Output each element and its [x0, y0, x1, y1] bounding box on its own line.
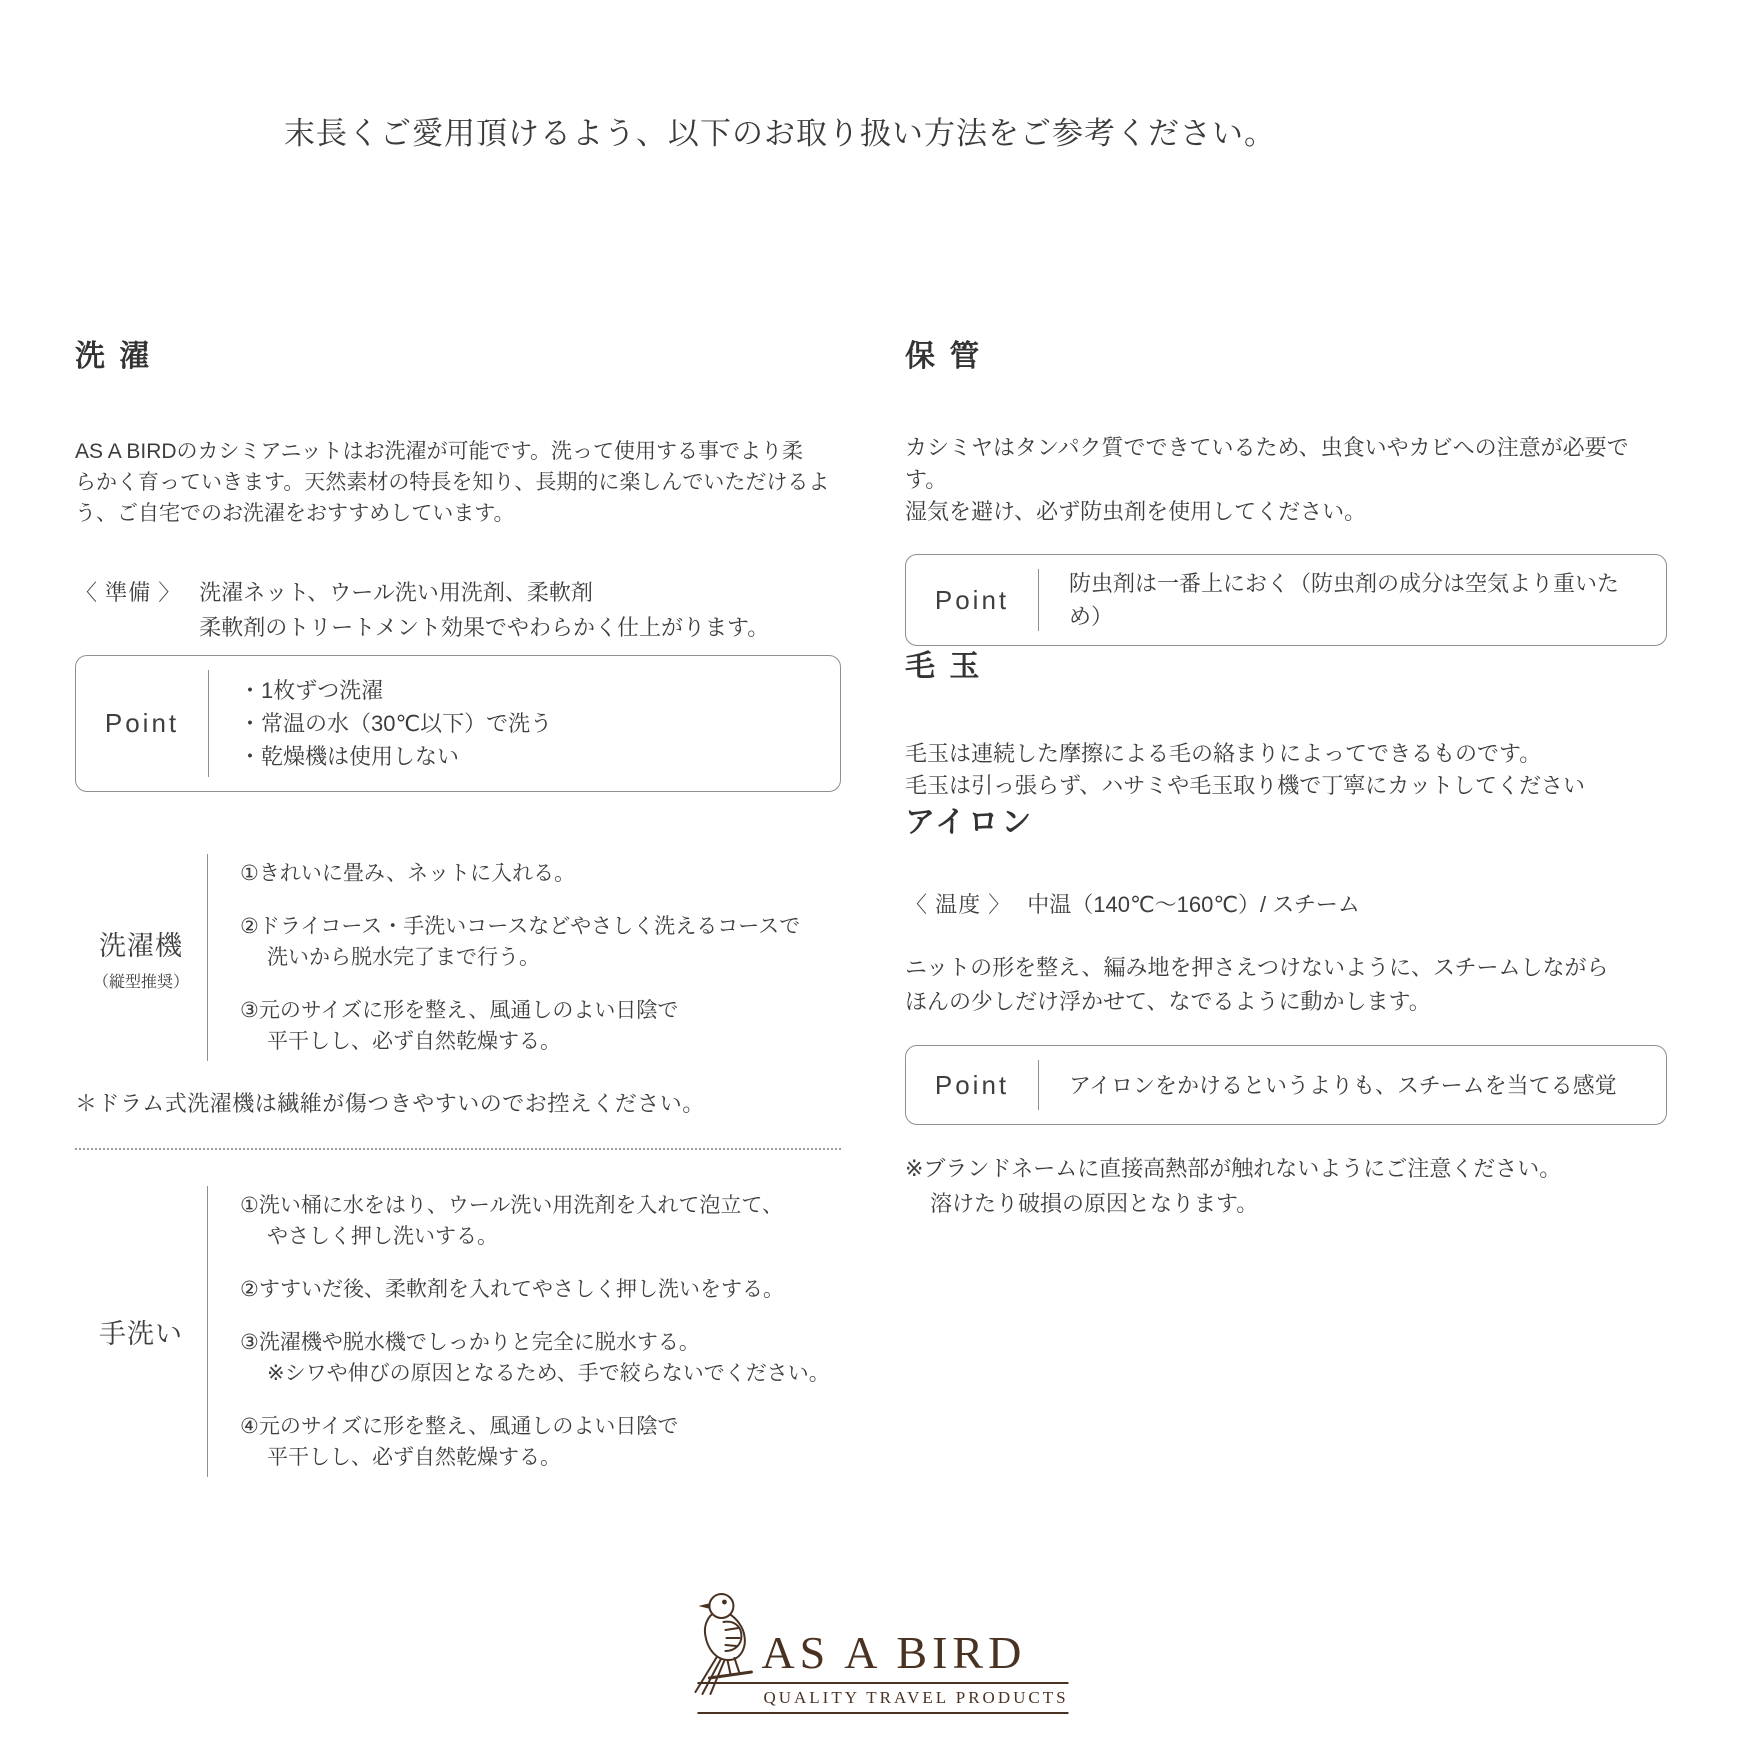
- machine-wash-steps: [208, 854, 800, 1061]
- washing-point-box: [75, 655, 841, 792]
- point-item: ・乾燥機は使用しない: [239, 744, 460, 769]
- temp-value: 中温（140℃～160℃）/ スチーム: [1027, 892, 1360, 917]
- prep-label: 〈 準備 〉: [75, 580, 182, 605]
- storage-paragraph: [905, 432, 1667, 528]
- intro-line: AS A BIRDのカシミアニットはお洗濯が可能です。洗って使用する事でより柔: [75, 440, 803, 463]
- brand-name: AS A BIRD: [761, 1627, 1027, 1678]
- page-title: 末長くご愛用頂けるよう、以下のお取り扱い方法をご参考ください。: [284, 116, 1276, 151]
- step-4: [240, 1411, 830, 1473]
- step-line: 洗いから脱水完了まで行う。: [267, 946, 540, 969]
- step-line: ②ドライコース・手洗いコースなどやさしく洗えるコースで: [240, 915, 801, 938]
- step-2: [240, 1274, 830, 1305]
- pilling-heading: 毛 玉: [905, 650, 983, 683]
- step-3: [240, 1327, 830, 1389]
- storage-point-text: 防虫剤は一番上におく（防虫剤の成分は空気より重いため）: [1069, 571, 1620, 629]
- iron-line: ニットの形を整え、編み地を押さえつけないように、スチームしながら: [905, 955, 1609, 980]
- washing-point-items: [209, 656, 572, 791]
- machine-wash-block: [75, 854, 841, 1061]
- temp-label: 〈 温度 〉: [905, 892, 1012, 917]
- washing-heading: 洗 濯: [75, 340, 153, 373]
- iron-line: ほんの少しだけ浮かせて、なでるように動かします。: [905, 989, 1431, 1014]
- storage-line: 湿気を避け、必ず防虫剤を使用してください。: [905, 499, 1367, 524]
- prep-line: 柔軟剤のトリートメント効果でやわらかく仕上がります。: [199, 615, 770, 640]
- step-2: [240, 911, 800, 973]
- iron-paragraph: [905, 951, 1667, 1019]
- logo-rule-bottom: [697, 1712, 1068, 1714]
- pilling-line: 毛玉は引っ張らず、ハサミや毛玉取り機で丁寧にカットしてください: [905, 773, 1586, 798]
- step-1: [240, 1190, 830, 1252]
- washing-section: [75, 336, 841, 1477]
- dotted-divider: [75, 1148, 841, 1150]
- machine-wash-sublabel: （縦型推奨）: [92, 973, 189, 991]
- machine-wash-name: 洗濯機: [99, 930, 183, 961]
- brand-tagline: QUALITY TRAVEL PRODUCTS: [763, 1688, 1069, 1707]
- warning-line: 溶けたり破損の原因となります。: [930, 1191, 1259, 1216]
- storage-point-box: [905, 554, 1667, 646]
- right-column: [905, 336, 1667, 1221]
- step-line: ①洗い桶に水をはり、ウール洗い用洗剤を入れて泡立て、: [240, 1194, 783, 1217]
- storage-heading: 保 管: [905, 340, 983, 373]
- point-item: ・1枚ずつ洗濯: [239, 678, 384, 703]
- logo-text-block: [761, 1628, 1068, 1714]
- point-item: ・常温の水（30℃以下）で洗う: [239, 711, 553, 736]
- step-line: 平干しし、必ず自然乾燥する。: [267, 1030, 561, 1053]
- pilling-paragraph: [905, 738, 1667, 802]
- warning-line: ※ブランドネームに直接高熱部が触れないようにご注意ください。: [905, 1156, 1562, 1181]
- point-label: Point: [934, 1069, 1010, 1100]
- hand-wash-label: [75, 1186, 207, 1477]
- step-line: ③洗濯機や脱水機でしっかりと完全に脱水する。: [240, 1331, 700, 1354]
- machine-wash-label: [75, 854, 207, 1061]
- prep-body: [199, 575, 769, 645]
- step-line: ④元のサイズに形を整え、風通しのよい日陰で: [240, 1415, 679, 1438]
- iron-point-box: [905, 1045, 1667, 1125]
- step-1: [240, 858, 800, 889]
- prep-row: [75, 575, 841, 645]
- intro-line: う、ご自宅でのお洗濯をおすすめしています。: [75, 502, 515, 525]
- hand-wash-steps: [208, 1186, 830, 1477]
- pilling-line: 毛玉は連続した摩擦による毛の絡まりによってできるものです。: [905, 741, 1542, 766]
- drum-warning-note: ＊ドラム式洗濯機は繊維が傷つきやすいのでお控えください。: [75, 1091, 705, 1116]
- step-line: ②すすいだ後、柔軟剤を入れてやさしく押し洗いをする。: [240, 1278, 785, 1301]
- step-line: ①きれいに畳み、ネットに入れる。: [240, 862, 576, 885]
- iron-heading: アイロン: [905, 806, 1035, 839]
- washing-intro: [75, 436, 841, 529]
- intro-line: らかく育っていきます。天然素材の特長を知り、長期的に楽しんでいただけるよ: [75, 471, 830, 494]
- hand-wash-name: 手洗い: [99, 1319, 183, 1349]
- step-line: ③元のサイズに形を整え、風通しのよい日陰で: [240, 999, 679, 1022]
- point-label: Point: [934, 584, 1010, 615]
- hand-wash-block: [75, 1186, 841, 1477]
- point-label: Point: [104, 708, 180, 738]
- brand-name-warning: [905, 1151, 1667, 1221]
- brand-logo: [685, 1588, 1068, 1714]
- iron-point-text: アイロンをかけるというよりも、スチームを当てる感覚: [1069, 1072, 1617, 1098]
- step-line: ※シワや伸びの原因となるため、手で絞らないでください。: [267, 1362, 830, 1385]
- bird-icon: [685, 1588, 767, 1704]
- iron-temp-row: [905, 888, 1667, 919]
- prep-line: 洗濯ネット、ウール洗い用洗剤、柔軟剤: [199, 580, 593, 605]
- storage-line: カシミヤはタンパク質でできているため、虫食いやカビへの注意が必要です。: [905, 435, 1629, 492]
- step-line: やさしく押し洗いする。: [267, 1225, 498, 1248]
- step-3: [240, 995, 800, 1057]
- step-line: 平干しし、必ず自然乾燥する。: [267, 1446, 561, 1469]
